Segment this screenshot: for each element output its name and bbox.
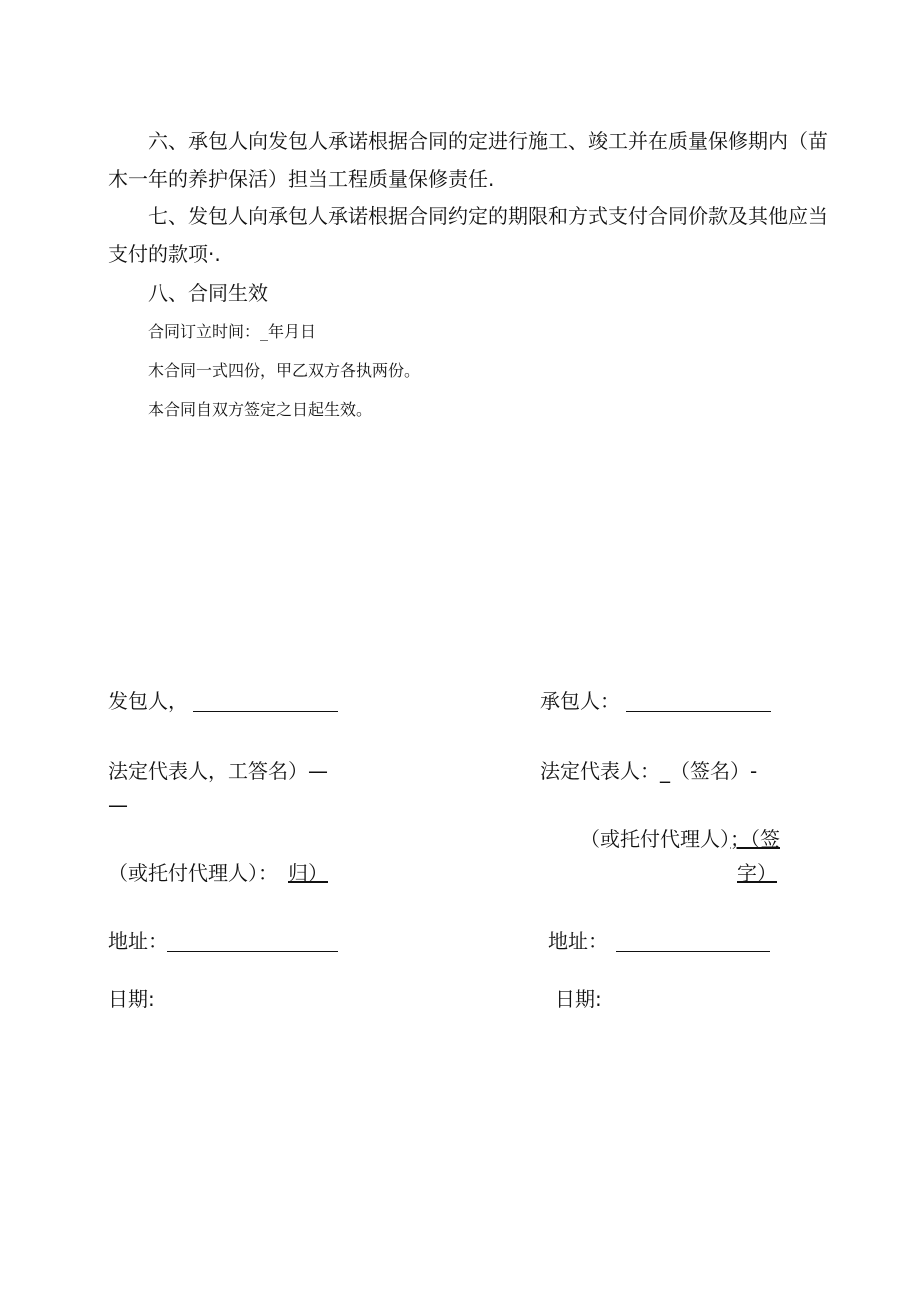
- employer-agent-label: （或托付代理人）：: [108, 861, 278, 885]
- signing-time: 合同订立时间：_年月日: [148, 322, 317, 341]
- employer-agent-signature: 归）: [288, 861, 328, 885]
- contractor-legal-rep: 法定代表人：_（签名）-: [540, 759, 758, 783]
- contractor-agent-label: （或托付代理人）: [580, 827, 740, 851]
- employer-legal-rep: 法定代表人，工答名）—: [108, 759, 328, 783]
- contractor-address-blank: [616, 951, 770, 952]
- contractor-blank: [626, 711, 771, 712]
- employer-legal-rep-continued: —: [108, 793, 128, 817]
- contractor-date-label: 日期:: [555, 987, 602, 1011]
- employer-blank: [193, 711, 338, 712]
- employer-label: 发包人，: [108, 689, 188, 713]
- contractor-label: 承包人：: [540, 689, 620, 713]
- clause-seven: 七、发包人向承包人承诺根据合同约定的期限和方式支付合同价款及其他应当支付的款项·.: [108, 204, 828, 266]
- contractor-address-label: 地址：: [548, 929, 608, 953]
- clause-eight-heading: 八、合同生效: [148, 281, 268, 305]
- contractor-agent-signature-2: 字）: [737, 861, 777, 885]
- clause-six: 六、承包人向发包人承诺根据合同的定进行施工、竣工并在质量保修期内（苗木一年的养护保活）担当工程质量保修责任.: [108, 129, 828, 191]
- employer-address-label: 地址：: [108, 929, 168, 953]
- employer-address-blank: [167, 951, 338, 952]
- contractor-agent-signature-1: ；（签: [730, 827, 780, 851]
- employer-date-label: 日期:: [108, 987, 155, 1011]
- copies-clause: 木合同一式四份，甲乙双方各执两份。: [148, 361, 421, 380]
- effective-clause: 本合同自双方签定之日起生效。: [148, 400, 373, 419]
